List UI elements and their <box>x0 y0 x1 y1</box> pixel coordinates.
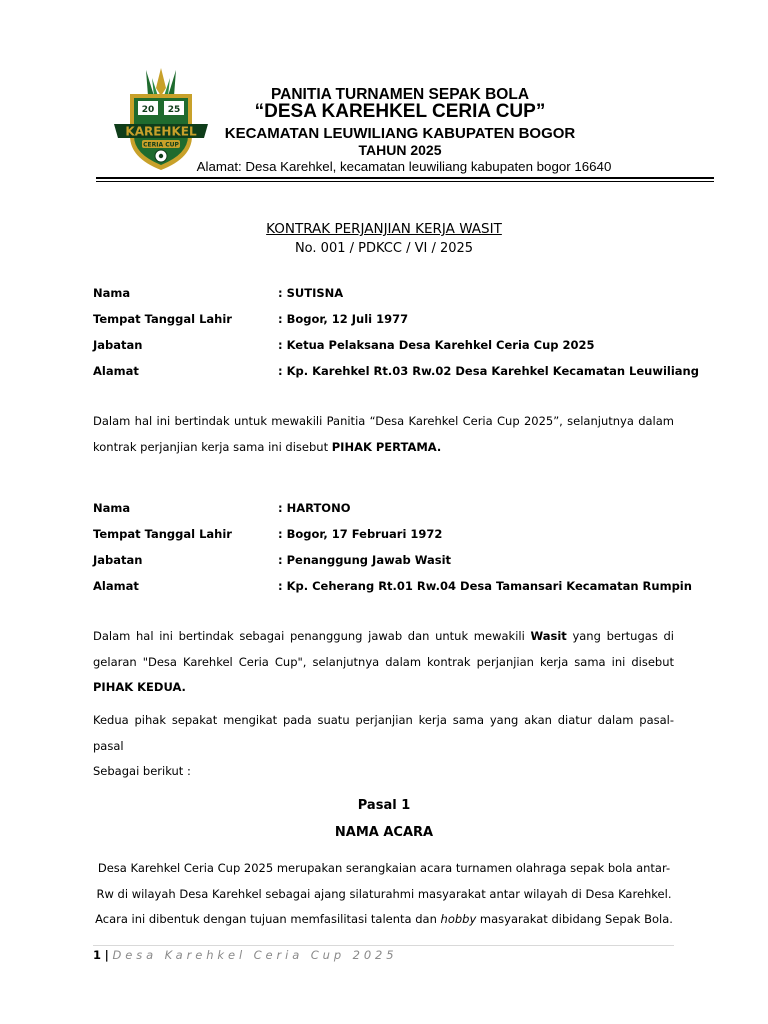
footer-separator: | <box>104 948 109 962</box>
year-line: TAHUN 2025 <box>358 142 442 158</box>
agreement-paragraph-line1: Kedua pihak sepakat mengikat pada suatu perjanjian kerja sama yang akan diatur dalam pasal-pasal <box>93 713 674 753</box>
party2-alamat: : Kp. Ceherang Rt.01 Rw.04 Desa Tamansari Kecamatan Rumpin <box>278 579 692 593</box>
pihak-pertama-term: PIHAK PERTAMA. <box>331 439 442 454</box>
party2-paragraph-line1c: yang bertugas di <box>566 629 674 643</box>
party1-nama: : SUTISNA <box>278 286 344 300</box>
pasal1-subheading: NAMA ACARA <box>334 825 434 840</box>
party1-jabatan: : Ketua Pelaksana Desa Karehkel Ceria Cup 2025 <box>278 338 595 352</box>
letterhead-rule-thin <box>96 181 714 182</box>
pasal1-body <box>85 856 683 933</box>
party2-jabatan-label: Jabatan <box>93 553 143 567</box>
pasal1-line2: Rw di wilayah Desa Karehkel sebagai ajang silaturahmi masyarakat antar wilayah di Desa Karehkel. <box>96 886 672 901</box>
footer-rule <box>93 945 674 946</box>
pihak-kedua-term: PIHAK KEDUA. <box>93 680 186 694</box>
party2-paragraph-line1a: Dalam hal ini bertindak sebagai penanggung jawab dan untuk mewakili <box>93 629 531 643</box>
party2-ttl-label: Tempat Tanggal Lahir <box>93 527 232 541</box>
pasal1-line1: Desa Karehkel Ceria Cup 2025 merupakan serangkaian acara turnamen olahraga sepak bola antar- <box>97 861 671 875</box>
party1-alamat: : Kp. Karehkel Rt.03 Rw.02 Desa Karehkel Kecamatan Leuwiliang <box>278 364 699 378</box>
party1-paragraph-line1: Dalam hal ini bertindak untuk mewakili Panitia “Desa Karehkel Ceria Cup 2025”, selanjutnya dalam <box>93 414 674 428</box>
page-footer <box>93 948 397 962</box>
party2-ttl: : Bogor, 17 Februari 1972 <box>278 527 443 541</box>
party1-nama-label: Nama <box>93 286 131 300</box>
contract-number: No. 001 / PDKCC / VI / 2025 <box>294 241 474 256</box>
hobby-term: hobby <box>440 912 477 926</box>
region-line: KECAMATAN LEUWILIANG KABUPATEN BOGOR <box>224 125 576 142</box>
event-name-line: “DESA KAREHKEL CERIA CUP” <box>254 101 546 122</box>
logo-year-left: 20 <box>141 105 155 115</box>
party2-nama: : HARTONO <box>278 501 351 515</box>
party2-alamat-label: Alamat <box>93 579 139 593</box>
agreement-paragraph-line2: Sebagai berikut : <box>93 764 191 778</box>
agreement-paragraph <box>93 708 674 785</box>
pasal1-heading: Pasal 1 <box>357 798 411 813</box>
logo-sub: CERIA CUP <box>143 141 179 149</box>
party2-paragraph-line2: gelaran "Desa Karehkel Ceria Cup", selanjutnya dalam kontrak perjanjian kerja sama ini disebut <box>93 654 674 669</box>
party1-ttl-label: Tempat Tanggal Lahir <box>93 312 232 326</box>
logo-name: KAREHKEL <box>125 124 197 139</box>
party2-jabatan: : Penanggung Jawab Wasit <box>278 553 452 567</box>
party1-paragraph <box>93 409 674 460</box>
party1-alamat-label: Alamat <box>93 364 139 378</box>
logo-year-right: 25 <box>167 105 181 115</box>
contract-title: KONTRAK PERJANJIAN KERJA WASIT <box>266 221 502 237</box>
party1-ttl: : Bogor, 12 Juli 1977 <box>278 312 409 326</box>
footer-document-name: Desa Karehkel Ceria Cup 2025 <box>112 948 398 962</box>
pasal1-line3a: Acara ini dibentuk dengan tujuan memfasilitasi talenta dan <box>95 912 441 926</box>
party1-paragraph-line2a: kontrak perjanjian kerja sama ini disebut <box>93 439 332 454</box>
letterhead-rule-thick <box>96 177 714 179</box>
party1-jabatan-label: Jabatan <box>93 338 143 352</box>
party2-nama-label: Nama <box>93 501 131 515</box>
address-line: Alamat: Desa Karehkel, kecamatan leuwiliang kabupaten bogor 16640 <box>196 159 612 174</box>
wasit-term: Wasit <box>530 629 567 643</box>
pasal1-line3c: masyarakat dibidang Sepak Bola. <box>476 912 673 926</box>
org-name-line: PANITIA TURNAMEN SEPAK BOLA <box>270 86 530 103</box>
page-number: 1 <box>93 948 102 962</box>
party2-paragraph <box>93 624 674 701</box>
